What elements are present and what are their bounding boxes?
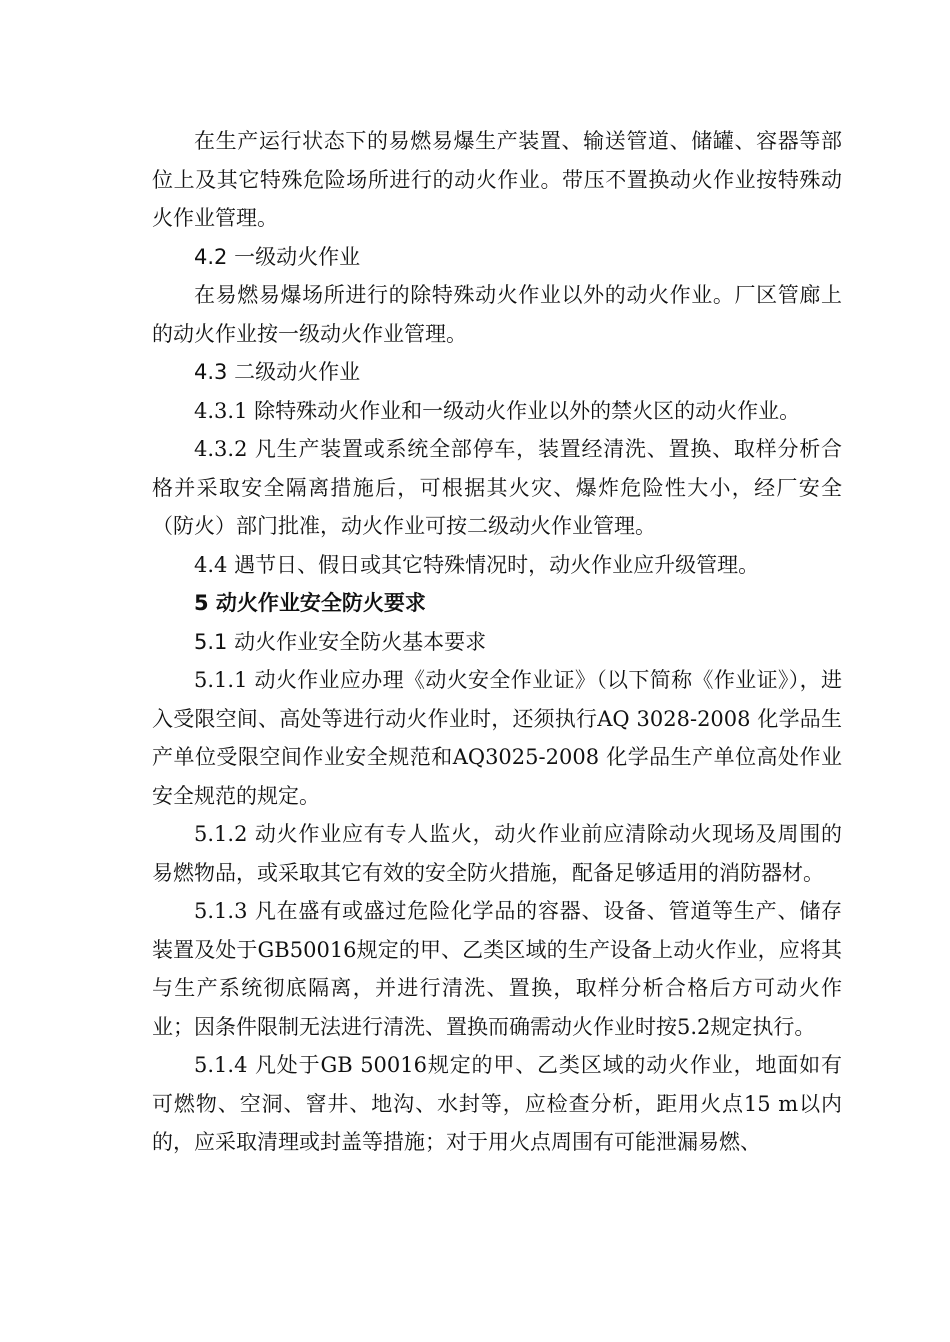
paragraph-4-3-1: 4.3.1 除特殊动火作业和一级动火作业以外的禁火区的动火作业。 [194,398,801,423]
heading-4-3: 4.3 二级动火作业 [194,360,361,384]
paragraph-level-one-fire-work: 在易燃易爆场所进行的除特殊动火作业以外的动火作业。厂区管廊上的动火作业按一级动火作业管理。 [152,283,842,346]
paragraph-5-1-2: 5.1.2 动火作业应有专人监火，动火作业前应清除动火现场及周围的易燃物品，或采取其它有效的安全防火措施，配备足够适用的消防器材。 [152,822,842,885]
heading-4-2: 4.2 一级动火作业 [194,244,361,269]
paragraph-5-1-3: 5.1.3 凡在盛有或盛过危险化学品的容器、设备、管道等生产、储存装置及处于GB50016规定的甲、乙类区域的生产设备上动火作业，应将其与生产系统彻底隔离，并进行清洗、置换，取样分析合格后方可动火作业；因条件限制无法进行清洗、置换而确需动火作业时按5.2规定执行。 [152,899,842,1039]
paragraph-5-1-4: 5.1.4 凡处于GB 50016规定的甲、乙类区域的动火作业，地面如有可燃物、空洞、窨井、地沟、水封等，应检查分析，距用火点15 m以内的，应采取清理或封盖等措施；对于用火点周围有可能泄漏易燃、 [152,1053,842,1154]
document-body [152,122,842,1162]
paragraph-4-4: 4.4 遇节日、假日或其它特殊情况时，动火作业应升级管理。 [194,552,760,577]
heading-5: 5 动火作业安全防火要求 [194,591,426,615]
paragraph-4-3-2: 4.3.2 凡生产装置或系统全部停车，装置经清洗、置换、取样分析合格并采取安全隔离措施后，可根据其火灾、爆炸危险性大小，经厂安全（防火）部门批准，动火作业可按二级动火作业管理。 [152,437,842,538]
paragraph-special-fire-work: 在生产运行状态下的易燃易爆生产装置、输送管道、储罐、容器等部位上及其它特殊危险场所进行的动火作业。带压不置换动火作业按特殊动火作业管理。 [152,129,842,230]
paragraph-5-1-1: 5.1.1 动火作业应办理《动火安全作业证》（以下简称《作业证》），进入受限空间、高处等进行动火作业时，还须执行AQ 3028-2008 化学品生产单位受限空间作业安全规范和AQ3025-2008 化学品生产单位高处作业安全规范的规定。 [152,668,842,808]
heading-5-1: 5.1 动火作业安全防火基本要求 [194,629,487,654]
